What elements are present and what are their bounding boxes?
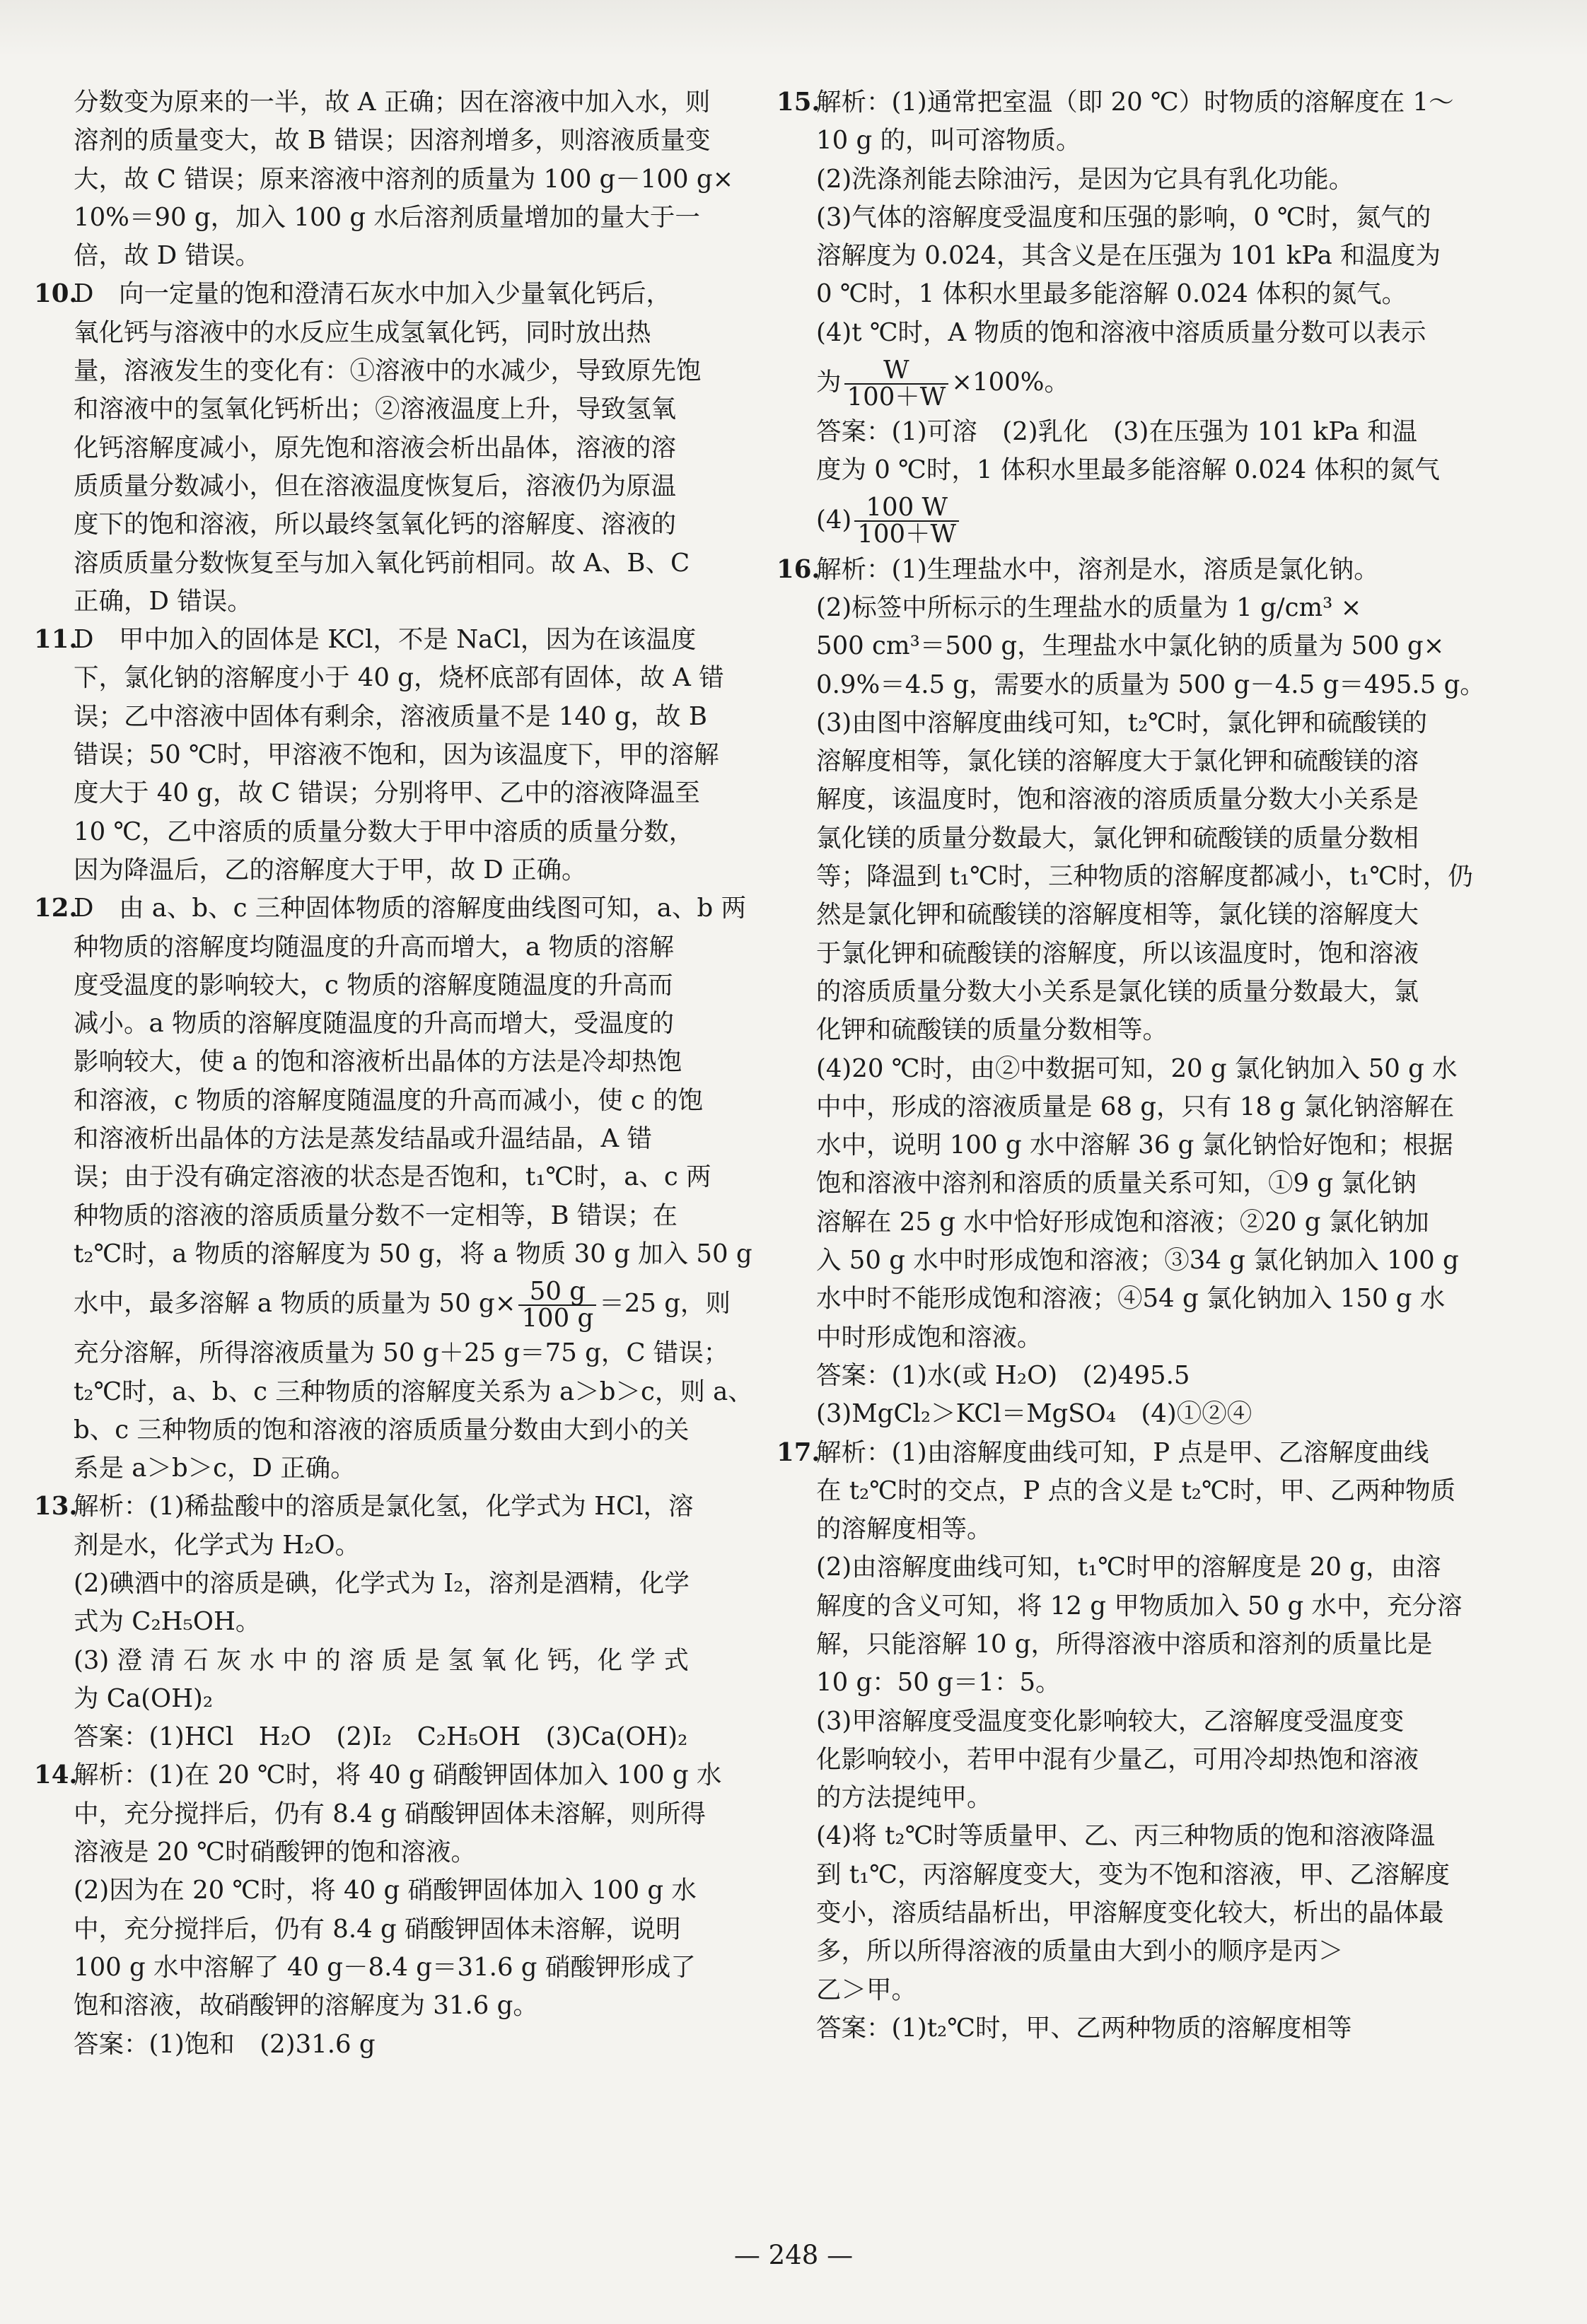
text-line: 度大于 40 g，故 C 错误；分别将甲、乙中的溶液降温至	[74, 778, 700, 808]
text-line: 误；乙中溶液中固体有剩余，溶液质量不是 140 g，故 B	[74, 701, 707, 731]
text-line: 溶剂的质量变大，故 B 错误；因溶剂增多，则溶液质量变	[74, 126, 711, 156]
text-line: 系是 a＞b＞c，D 正确。	[74, 1454, 356, 1483]
text-line: 解析：(1)稀盐酸中的溶质是氯化氢，化学式为 HCl，溶	[74, 1492, 694, 1522]
question-16	[777, 551, 1540, 1434]
text-span: ＝25 g，则	[599, 1289, 731, 1319]
question-number: 16.	[777, 554, 820, 584]
text-line: 的溶质质量分数大小关系是氯化镁的质量分数最大，氯	[816, 976, 1419, 1006]
text-line: 解，只能溶解 10 g，所得溶液中溶质和溶剂的质量比是	[816, 1629, 1433, 1659]
text-line: 然是氯化钾和硫酸镁的溶解度相等，氯化镁的溶解度大	[816, 900, 1419, 930]
text-line: D 由 a、b、c 三种固体物质的溶解度曲线图可知，a、b 两	[74, 894, 746, 923]
text-line: 解析：(1)由溶解度曲线可知，P 点是甲、乙溶解度曲线	[816, 1437, 1429, 1467]
text-line: 氧化钙与溶液中的水反应生成氢氧化钙，同时放出热	[74, 317, 651, 347]
question-14	[34, 1756, 741, 2063]
text-line: 和溶液，c 物质的溶解度随温度的升高而减小，使 c 的饱	[74, 1085, 704, 1115]
text-span: 为	[816, 368, 842, 397]
question-number: 10.	[34, 279, 78, 309]
fraction-line	[74, 1273, 741, 1334]
text-line: 于氯化钾和硫酸镁的溶解度，所以该温度时，饱和溶液	[816, 938, 1419, 968]
text-line: 解度，该温度时，饱和溶液的溶质质量分数大小关系是	[816, 785, 1419, 814]
text-line: 溶解在 25 g 水中恰好形成饱和溶液；②20 g 氯化钠加	[816, 1207, 1429, 1237]
text-line: (2)由溶解度曲线可知，t₁℃时甲的溶解度是 20 g，由溶	[816, 1553, 1441, 1582]
text-line: 正确，D 错误。	[74, 586, 252, 616]
text-line: 大，故 C 错误；原来溶液中溶剂的质量为 100 g－100 g×	[74, 164, 734, 194]
text-line: 化钙溶解度减小，原先饱和溶液会析出晶体，溶液的溶	[74, 433, 677, 462]
text-line: 倍，故 D 错误。	[74, 241, 261, 271]
text-line: 饱和溶液中溶剂和溶质的质量关系可知，①9 g 氯化钠	[816, 1169, 1417, 1198]
text-line: 剂是水，化学式为 H₂O。	[74, 1530, 361, 1560]
right-column	[777, 83, 1540, 2048]
question-13	[34, 1488, 741, 1756]
text-line: 0.9%＝4.5 g，需要水的质量为 500 g－4.5 g＝495.5 g。	[816, 670, 1485, 699]
text-line: (2)标签中所标示的生理盐水的质量为 1 g/cm³ ×	[816, 592, 1362, 622]
text-line: 影响较大，使 a 的饱和溶液析出晶体的方法是冷却热饱	[74, 1047, 682, 1077]
text-line: 解度的含义可知，将 12 g 甲物质加入 50 g 水中，充分溶	[816, 1591, 1463, 1621]
text-line: 水中时不能形成饱和溶液；④54 g 氯化钠加入 150 g 水	[816, 1284, 1446, 1314]
text-line: 错误；50 ℃时，甲溶液不饱和，因为该温度下，甲的溶解	[74, 740, 719, 770]
fraction	[854, 495, 959, 547]
text-line: 溶液是 20 ℃时硝酸钾的饱和溶液。	[74, 1838, 476, 1867]
text-line: 种物质的溶解度均随温度的升高而增大，a 物质的溶解	[74, 932, 674, 962]
text-line: D 甲中加入的固体是 KCl，不是 NaCl，因为在该温度	[74, 625, 697, 655]
text-line: 500 cm³＝500 g，生理盐水中氯化钠的质量为 500 g×	[816, 631, 1445, 661]
fraction-numerator: 100 W	[854, 495, 959, 522]
text-line: t₂℃时，a、b、c 三种物质的溶解度关系为 a＞b＞c，则 a、	[74, 1377, 753, 1406]
text-line: (4)20 ℃时，由②中数据可知，20 g 氯化钠加入 50 g 水	[816, 1053, 1458, 1083]
page-top-band	[0, 0, 1587, 57]
text-line: (2)碘酒中的溶质是碘，化学式为 I₂，溶剂是酒精，化学	[74, 1568, 690, 1598]
text-line: 中中，形成的溶液质量是 68 g，只有 18 g 氯化钠溶解在	[816, 1092, 1455, 1121]
fraction-denominator: 100＋W	[857, 520, 957, 549]
fraction-numerator: 50 g	[518, 1279, 596, 1306]
fraction-denominator: 100＋W	[847, 382, 946, 411]
text-span: (4)	[816, 505, 852, 535]
text-line: 溶解度为 0.024，其含义是在压强为 101 kPa 和温度为	[816, 241, 1441, 271]
text-line: 10 ℃，乙中溶质的质量分数大于甲中溶质的质量分数，	[74, 817, 694, 846]
text-line: 为 Ca(OH)₂	[74, 1683, 214, 1713]
question-11	[34, 621, 741, 889]
text-line: 式为 C₂H₅OH。	[74, 1607, 261, 1637]
question-number: 12.	[34, 894, 78, 923]
text-line: 在 t₂℃时的交点，P 点的含义是 t₂℃时，甲、乙两种物质	[816, 1476, 1456, 1505]
text-line: 溶质质量分数恢复至与加入氧化钙前相同。故 A、B、C	[74, 548, 690, 578]
text-line: 10 g 的，叫可溶物质。	[816, 126, 1081, 156]
fraction-line	[816, 352, 1540, 413]
answer-line: 答案：(1)t₂℃时，甲、乙两种物质的溶解度相等	[816, 2013, 1352, 2043]
text-line: 的方法提纯甲。	[816, 1783, 992, 1813]
text-line: 100 g 水中溶解了 40 g－8.4 g＝31.6 g 硝酸钾形成了	[74, 1952, 696, 1982]
text-line: 种物质的溶液的溶质质量分数不一定相等，B 错误；在	[74, 1201, 678, 1230]
question-number: 11.	[34, 625, 78, 655]
text-span: 水中，最多溶解 a 物质的质量为 50 g×	[74, 1289, 516, 1319]
text-line: (3)气体的溶解度受温度和压强的影响，0 ℃时，氮气的	[816, 202, 1431, 232]
text-line: 饱和溶液，故硝酸钾的溶解度为 31.6 g。	[74, 1991, 538, 2021]
text-line: 10%＝90 g，加入 100 g 水后溶剂质量增加的量大于一	[74, 202, 700, 232]
text-line: 度受温度的影响较大，c 物质的溶解度随温度的升高而	[74, 970, 673, 1000]
fraction-denominator: 100 g	[521, 1303, 594, 1333]
text-line: (3)甲溶解度受温度变化影响较大，乙溶解度受温度变	[816, 1706, 1405, 1736]
text-line: 中时形成饱和溶液。	[816, 1322, 1042, 1352]
fraction-numerator: W	[844, 358, 949, 385]
question-number: 13.	[34, 1492, 78, 1522]
text-line: t₂℃时，a 物质的溶解度为 50 g，将 a 物质 30 g 加入 50 g	[74, 1239, 752, 1268]
fraction-line	[816, 490, 1540, 551]
question-17	[777, 1434, 1540, 2048]
text-line: 下，氯化钠的溶解度小于 40 g，烧杯底部有固体，故 A 错	[74, 663, 724, 693]
text-line: D 向一定量的饱和澄清石灰水中加入少量氧化钙后，	[74, 279, 671, 309]
text-line: 解析：(1)在 20 ℃时，将 40 g 硝酸钾固体加入 100 g 水	[74, 1760, 722, 1790]
text-line: 中，充分搅拌后，仍有 8.4 g 硝酸钾固体未溶解，则所得	[74, 1799, 707, 1828]
text-line: 多，所以所得溶液的质量由大到小的顺序是丙＞	[816, 1937, 1344, 1966]
text-line: 化影响较小，若甲中混有少量乙，可用冷却热饱和溶液	[816, 1744, 1419, 1774]
text-line: 乙＞甲。	[816, 1975, 917, 2004]
text-line: 10 g：50 g＝1：5。	[816, 1668, 1061, 1698]
answer-line: 度为 0 ℃时，1 体积水里最多能溶解 0.024 体积的氮气	[816, 455, 1440, 485]
text-line: 误；由于没有确定溶液的状态是否饱和，t₁℃时，a、c 两	[74, 1162, 711, 1192]
question-number: 15.	[777, 88, 820, 117]
text-line: 入 50 g 水中时形成饱和溶液；③34 g 氯化钠加入 100 g	[816, 1246, 1459, 1275]
question-10	[34, 275, 741, 621]
text-line: 水中，说明 100 g 水中溶解 36 g 氯化钠恰好饱和；根据	[816, 1131, 1453, 1160]
question-number: 14.	[34, 1760, 78, 1790]
answer-line: 答案：(1)水(或 H₂O) (2)495.5	[816, 1360, 1190, 1390]
text-line: (4)t ℃时，A 物质的饱和溶液中溶质质量分数可以表示	[816, 317, 1426, 347]
text-line: 和溶液中的氢氧化钙析出；②溶液温度上升，导致氢氧	[74, 395, 677, 424]
text-line: 到 t₁℃，丙溶解度变大，变为不饱和溶液，甲、乙溶解度	[816, 1859, 1450, 1889]
answer-line: (3)MgCl₂＞KCl＝MgSO₄ (4)①②④	[816, 1399, 1252, 1429]
fraction	[844, 355, 949, 411]
text-line: (3)由图中溶解度曲线可知，t₂℃时，氯化钾和硫酸镁的	[816, 708, 1427, 737]
text-line: 质质量分数减小，但在溶液温度恢复后，溶液仍为原温	[74, 471, 677, 501]
text-line: b、c 三种物质的饱和溶液的溶质质量分数由大到小的关	[74, 1415, 690, 1444]
text-line: 分数变为原来的一半，故 A 正确；因在溶液中加入水，则	[74, 88, 711, 117]
question-12	[34, 889, 753, 1488]
intro-continuation	[34, 83, 741, 275]
answer-line: 答案：(1)饱和 (2)31.6 g	[74, 2029, 376, 2059]
text-line: (3) 澄 清 石 灰 水 中 的 溶 质 是 氢 氧 化 钙，化 学 式	[74, 1645, 689, 1675]
text-line: 化钾和硫酸镁的质量分数相等。	[816, 1015, 1168, 1045]
question-15	[777, 83, 1540, 551]
answer-line: 答案：(1)HCl H₂O (2)I₂ C₂H₅OH (3)Ca(OH)₂	[74, 1722, 688, 1752]
text-line: (4)将 t₂℃时等质量甲、乙、丙三种物质的饱和溶液降温	[816, 1821, 1436, 1851]
text-line: 的溶解度相等。	[816, 1514, 992, 1544]
text-line: 因为降温后，乙的溶解度大于甲，故 D 正确。	[74, 855, 587, 884]
left-column	[34, 83, 753, 2064]
text-line: (2)因为在 20 ℃时，将 40 g 硝酸钾固体加入 100 g 水	[74, 1876, 697, 1905]
text-line: 度下的饱和溶液，所以最终氢氧化钙的溶解度、溶液的	[74, 510, 677, 539]
text-line: 减小。a 物质的溶解度随温度的升高而增大，受温度的	[74, 1009, 674, 1039]
text-line: 充分溶解，所得溶液质量为 50 g＋25 g＝75 g，C 错误；	[74, 1338, 729, 1368]
text-line: 0 ℃时，1 体积水里最多能溶解 0.024 体积的氮气。	[816, 279, 1407, 309]
fraction	[518, 1276, 596, 1333]
text-line: (2)洗涤剂能去除油污，是因为它具有乳化功能。	[816, 164, 1354, 194]
text-line: 氯化镁的质量分数最大，氯化钾和硫酸镁的质量分数相	[816, 823, 1419, 853]
text-line: 变小，溶质结晶析出，甲溶解度变化较大，析出的晶体最	[816, 1898, 1444, 1928]
text-span: ×100%。	[951, 368, 1070, 397]
text-line: 解析：(1)通常把室温（即 20 ℃）时物质的溶解度在 1～	[816, 88, 1454, 117]
text-line: 等；降温到 t₁℃时，三种物质的溶解度都减小，t₁℃时，仍	[816, 862, 1473, 892]
text-line: 中，充分搅拌后，仍有 8.4 g 硝酸钾固体未溶解，说明	[74, 1914, 681, 1944]
question-number: 17.	[777, 1437, 820, 1467]
text-line: 和溶液析出晶体的方法是蒸发结晶或升温结晶，A 错	[74, 1124, 652, 1154]
text-line: 溶解度相等，氯化镁的溶解度大于氯化钾和硫酸镁的溶	[816, 747, 1419, 776]
text-line: 解析：(1)生理盐水中，溶剂是水，溶质是氯化钠。	[816, 554, 1379, 584]
text-line: 量，溶液发生的变化有：①溶液中的水减少，导致原先饱	[74, 356, 702, 386]
answer-line: 答案：(1)可溶 (2)乳化 (3)在压强为 101 kPa 和温	[816, 417, 1417, 447]
page-number: — 248 —	[733, 2240, 854, 2270]
